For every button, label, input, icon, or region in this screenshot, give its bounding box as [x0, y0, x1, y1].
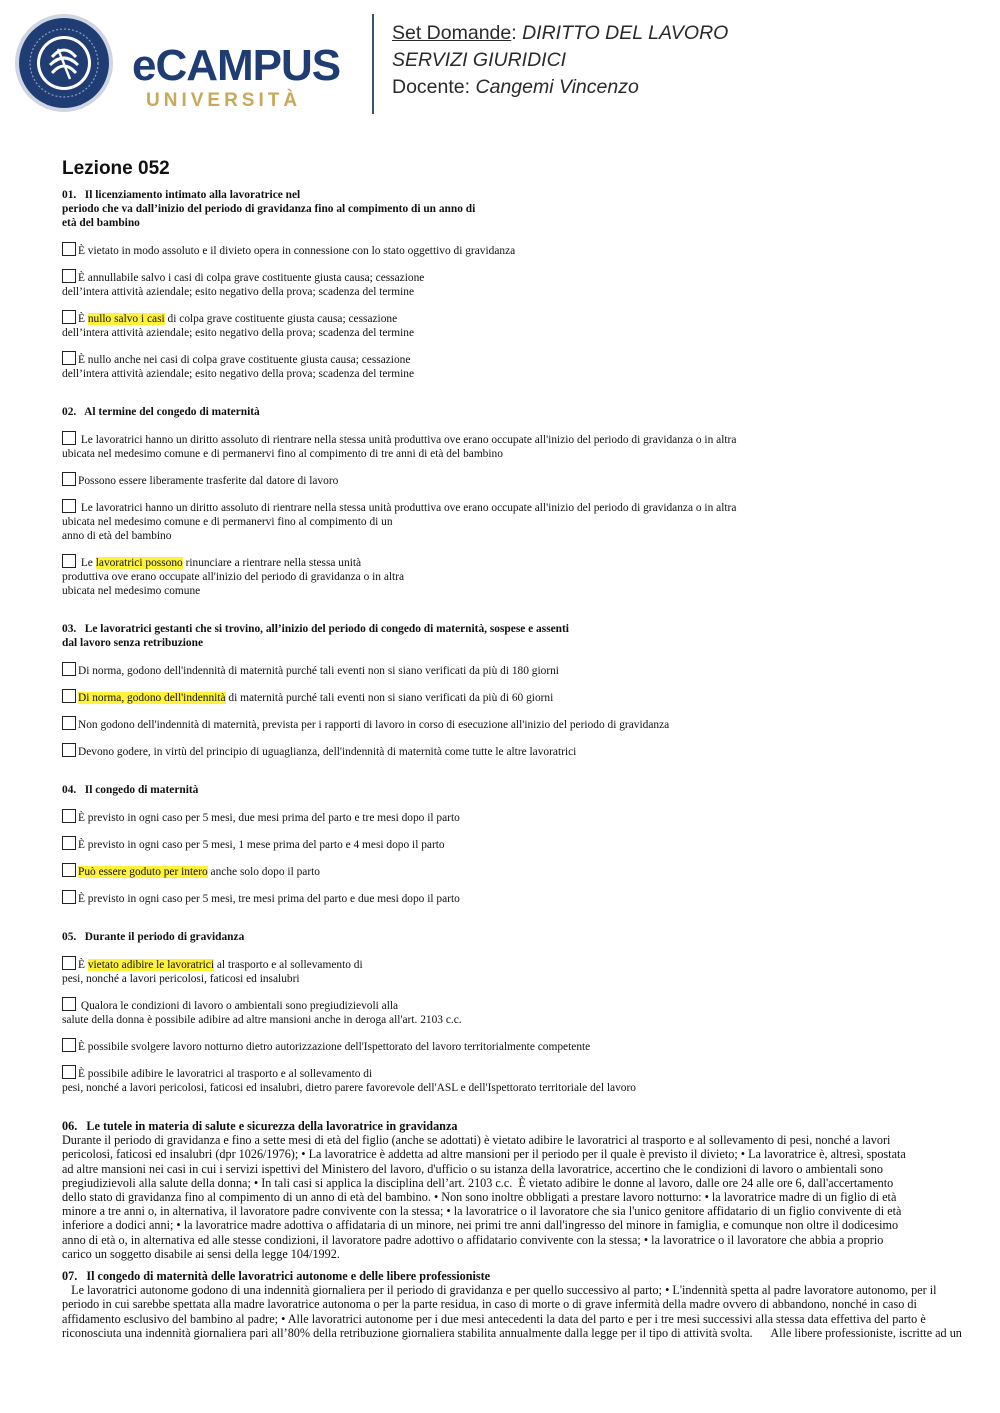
paragraph-line: inferiore a dodici anni; • la lavoratrice madre adottiva o affidataria di un minore, nei primi tre anni dall'ingresso del minore in famiglia, e comunque non oltre il dodicesimo [62, 1218, 899, 1233]
docente-line [392, 74, 728, 101]
answer-option[interactable] [62, 351, 992, 381]
answer-text: Le [78, 557, 96, 569]
answer-line [62, 863, 992, 879]
answer-text: È nullo anche nei casi di colpa grave costituente giusta causa; cessazione [78, 354, 411, 366]
answer-text: Possono essere liberamente trasferite dal datore di lavoro [78, 475, 339, 487]
question-title-line [62, 930, 992, 944]
answer-line: dell’intera attività aziendale; esito negativo della prova; scadenza del termine [62, 327, 415, 339]
question-title-text: Il congedo di maternità [84, 784, 199, 796]
answer-text: È vietato in modo assoluto e il divieto opera in connessione con lo stato oggettivo di gravidanza [78, 245, 516, 257]
set-label: Set Domande [392, 22, 512, 44]
question-title-text: Al termine del congedo di maternità [84, 406, 260, 418]
checkbox-icon[interactable] [62, 836, 76, 850]
ecampus-logo [132, 38, 362, 112]
answer-text: Di norma, godono dell'indennità di maternità purché tali eventi non si siano verificati da più di 180 giorni [78, 665, 559, 677]
checkbox-icon[interactable] [62, 689, 76, 703]
highlighted-text: nullo salvo i casi [87, 313, 165, 325]
question-title-line [62, 405, 992, 419]
answer-line: pesi, nonché a lavori pericolosi, faticosi ed insalubri [62, 973, 300, 985]
question-07-body [62, 1283, 992, 1340]
paragraph-line: riconosciuta una indennità giornaliera pari all’80% della retribuzione giornaliera stabilita annualmente dalla legge per il tipo di attività svolta. Alle libere professioniste, iscritte ad un [62, 1325, 962, 1340]
paragraph-line: dello stato di gravidanza fino al compimento di un anno di età del bambino. • Non sono inoltre obbligati a prestare lavoro notturno: • la lavoratrice madre di un figlio di età [62, 1190, 897, 1205]
question-number: 06. [62, 1119, 78, 1133]
set-value: DIRITTO DEL LAVORO [522, 22, 729, 44]
question-06-body [62, 1133, 992, 1261]
checkbox-icon[interactable] [62, 310, 76, 324]
answer-text: È previsto in ogni caso per 5 mesi, tre mesi prima del parto e due mesi dopo il parto [78, 893, 460, 905]
highlighted-text: Può essere goduto per intero [78, 866, 208, 878]
answer-line [62, 269, 992, 285]
answer-option[interactable] [62, 689, 992, 705]
question-number: 03. [62, 623, 77, 635]
question-05 [62, 930, 992, 1119]
answer-line [62, 554, 992, 570]
paragraph-line: Durante il periodo di gravidanza e fino a sette mesi di età del figlio (anche se adottati) è vietato adibire le lavoratrici al trasporto e al sollevamento di pesi, nonché a lavori [62, 1133, 891, 1148]
answer-text-cont: al trasporto e al sollevamento di [214, 959, 363, 971]
header-info [392, 20, 728, 101]
checkbox-icon[interactable] [62, 499, 76, 513]
question-number: 05. [62, 931, 77, 943]
answer-line [62, 1065, 992, 1081]
set-line-2 [392, 47, 728, 74]
answer-option[interactable] [62, 1038, 992, 1054]
spacer [62, 917, 992, 930]
question-07 [62, 1269, 992, 1340]
answer-option[interactable] [62, 716, 992, 732]
paragraph-line: pregiudizievoli alla salute della donna; • In tali casi si applica la disciplina dell’art. 2103 c.c. È vietato adibire le donne al lavoro, dalle ore 24 alle ore 6, dall'accertamento [62, 1175, 894, 1190]
question-number: 02. [62, 406, 77, 418]
checkbox-icon[interactable] [62, 269, 76, 283]
answer-text: È [78, 959, 88, 971]
answer-text: È previsto in ogni caso per 5 mesi, 1 mese prima del parto e 4 mesi dopo il parto [78, 839, 445, 851]
checkbox-icon[interactable] [62, 431, 76, 445]
set-line: Set Domande: DIRITTO DEL LAVORO [392, 22, 729, 44]
answer-line: produttiva ove erano occupate all'inizio del periodo di gravidanza o in altra [62, 571, 405, 583]
spacer [62, 392, 992, 405]
question-title-line [62, 188, 992, 202]
checkbox-icon[interactable] [62, 890, 76, 904]
answer-text: È previsto in ogni caso per 5 mesi, due mesi prima del parto e tre mesi dopo il parto [78, 812, 460, 824]
paragraph-line: Le lavoratrici autonome godono di una indennità giornaliera per il periodo di gravidanza e per quello successivo al parto; • L'indennità spetta al padre lavoratore autonomo, per il [62, 1283, 937, 1298]
set-value-2: SERVIZI GIURIDICI [392, 49, 567, 71]
answer-line: anno di età del bambino [62, 530, 172, 542]
answer-line [62, 1038, 992, 1054]
answer-option[interactable] [62, 310, 992, 340]
answer-text: Non godono dell'indennità di maternità, prevista per i rapporti di lavoro in corso di esecuzione all'inizio del periodo di gravidanza [78, 719, 670, 731]
spacer [62, 770, 992, 783]
question-02 [62, 405, 992, 622]
answer-option[interactable] [62, 743, 992, 759]
checkbox-icon[interactable] [62, 863, 76, 877]
answer-line [62, 689, 992, 705]
answer-text: Devono godere, in virtù del principio di uguaglianza, dell'indennità di maternità come tutte le altre lavoratrici [78, 746, 577, 758]
answer-line [62, 499, 992, 515]
answer-line [62, 997, 992, 1013]
paragraph-line: carico un soggetto disabile ai sensi della legge 104/1992. [62, 1246, 340, 1261]
checkbox-icon[interactable] [62, 351, 76, 365]
answer-option[interactable] [62, 890, 992, 906]
question-title [62, 783, 992, 797]
paragraph-line: ad altre mansioni nei casi in cui i servizi ispettivi del Ministero del lavoro, d'ufficio o su istanza della lavoratrice, accertino che le condizioni di lavoro o ambientali sono [62, 1161, 883, 1176]
checkbox-icon[interactable] [62, 809, 76, 823]
answer-option[interactable] [62, 836, 992, 852]
answer-option[interactable] [62, 863, 992, 879]
checkbox-icon[interactable] [62, 242, 76, 256]
answer-option[interactable] [62, 269, 992, 299]
question-title [62, 930, 992, 944]
docente-label: Docente: [392, 76, 471, 98]
answer-line: dell’intera attività aziendale; esito negativo della prova; scadenza del termine [62, 286, 415, 298]
answer-line: ubicata nel medesimo comune [62, 585, 201, 597]
lesson-title: Lezione 052 [62, 158, 170, 179]
checkbox-icon[interactable] [62, 554, 76, 568]
answer-text-cont: di maternità purché tali eventi non si siano verificati da più di 60 giorni [225, 692, 554, 704]
question-number: 01. [62, 189, 77, 201]
spacer [62, 609, 992, 622]
question-title-text: Il congedo di maternità delle lavoratrici autonome e delle libere professioniste [86, 1269, 491, 1284]
highlighted-text: Di norma, godono dell'indennità [78, 692, 226, 704]
checkbox-icon[interactable] [62, 1038, 76, 1052]
answer-line [62, 310, 992, 326]
question-07-title [62, 1269, 992, 1283]
question-title-text: Durante il periodo di gravidanza [84, 931, 245, 943]
question-title-line [62, 622, 992, 636]
answer-line: salute della donna è possibile adibire ad altre mansioni anche in deroga all'art. 2103 c.c. [62, 1014, 462, 1026]
highlighted-text: vietato adibire le lavoratrici [87, 959, 214, 971]
question-title-text: Le lavoratrici gestanti che si trovino, all’inizio del periodo di congedo di maternità, sospese e assenti [84, 623, 569, 635]
question-03 [62, 622, 992, 783]
answer-option[interactable] [62, 662, 992, 678]
checkbox-icon[interactable] [62, 472, 76, 486]
answer-line [62, 809, 992, 825]
paragraph-line: pericolosi, faticosi ed insalubri (dpr 1026/1976); • La lavoratrice è addetta ad altre mansioni per il periodo per il quale è previsto il divieto; • La lavoratrice è, altresì, spostata [62, 1147, 906, 1162]
docente-value: Cangemi Vincenzo [475, 76, 639, 98]
answer-option[interactable] [62, 499, 992, 543]
header-divider [372, 14, 374, 114]
answer-text: È annullabile salvo i casi di colpa grave costituente giusta causa; cessazione [78, 272, 425, 284]
answer-line [62, 743, 992, 759]
answer-line [62, 890, 992, 906]
answer-line [62, 716, 992, 732]
page-header [0, 0, 1000, 130]
answer-text-cont: rinunciare a rientrare nella stessa unità [182, 557, 362, 569]
question-title-line [62, 783, 992, 797]
question-06 [62, 1119, 992, 1261]
answer-option[interactable] [62, 809, 992, 825]
spacer [62, 1106, 992, 1119]
question-title-text: Il licenziamento intimato alla lavoratrice nel [84, 189, 301, 201]
question-title [62, 622, 992, 650]
paragraph-line: periodo in cui sarebbe spettata alla madre lavoratrice autonoma o per la parte residua, in caso di morte o di grave infermità della madre ovvero di abbandono, nonché in caso di [62, 1297, 917, 1312]
answer-option[interactable] [62, 431, 992, 461]
answer-line: ubicata nel medesimo comune e di permanervi fino al compimento di un [62, 516, 393, 528]
university-seal-icon [14, 13, 114, 113]
answer-text: Qualora le condizioni di lavoro o ambientali sono pregiudizievoli alla [78, 1000, 399, 1012]
paragraph-line: affidamento esclusivo del bambino al padre; • Alle lavoratrici autonome per i due mesi antecedenti la data del parto e per i tre mesi successivi alla stessa data effettiva del parto è [62, 1311, 926, 1326]
question-title-line: età del bambino [62, 217, 140, 229]
answer-line [62, 662, 992, 678]
question-title [62, 188, 992, 230]
answer-line [62, 472, 992, 488]
answer-option[interactable] [62, 956, 992, 986]
answer-text-cont: anche solo dopo il parto [207, 866, 321, 878]
answer-text: Le lavoratrici hanno un diritto assoluto di rientrare nella stessa unità produttiva ove erano occupate all'inizio del periodo di gravidanza o in altra [78, 434, 737, 446]
answer-line: pesi, nonché a lavori pericolosi, faticosi ed insalubri, dietro parere favorevole dell'ASL e dell'Ispettorato territoriale del lavoro [62, 1082, 636, 1094]
answer-option[interactable] [62, 554, 992, 598]
answer-text-cont: di colpa grave costituente giusta causa; cessazione [164, 313, 398, 325]
checkbox-icon[interactable] [62, 743, 76, 757]
logo-bottom-text: UNIVERSITÀ [146, 90, 302, 111]
answer-line [62, 431, 992, 447]
answer-option[interactable] [62, 1065, 992, 1095]
answer-line: dell’intera attività aziendale; esito negativo della prova; scadenza del termine [62, 368, 415, 380]
checkbox-icon[interactable] [62, 997, 76, 1011]
answer-line [62, 956, 992, 972]
answer-text: È possibile adibire le lavoratrici al trasporto e al sollevamento di [78, 1068, 373, 1080]
questions-list [62, 188, 992, 1119]
page-content [62, 158, 992, 1340]
answer-line: ubicata nel medesimo comune e di permanervi fino al compimento di tre anni di età del bambino [62, 448, 503, 460]
question-06-title [62, 1119, 992, 1133]
answer-text: È [78, 313, 88, 325]
answer-text: Le lavoratrici hanno un diritto assoluto di rientrare nella stessa unità produttiva ove erano occupate all'inizio del periodo di gravidanza o in altra [78, 502, 737, 514]
answer-line [62, 351, 992, 367]
question-01 [62, 188, 992, 405]
question-title [62, 405, 992, 419]
logo-top-text: eCAMPUS [132, 41, 341, 90]
question-title-line: periodo che va dall’inizio del periodo di gravidanza fino al compimento di un anno di [62, 203, 476, 215]
checkbox-icon[interactable] [62, 956, 76, 970]
answer-text: È possibile svolgere lavoro notturno dietro autorizzazione dell'Ispettorato del lavoro territorialmente competente [78, 1041, 591, 1053]
checkbox-icon[interactable] [62, 716, 76, 730]
question-number: 07. [62, 1269, 78, 1284]
answer-option[interactable] [62, 997, 992, 1027]
answer-line [62, 242, 992, 258]
paragraph-line: anno di età o, in alternativa ed alle stesse condizioni, il lavoratore padre adottivo o affidatario convivente con la stessa; • la lavoratrice o il lavoratore che abbia a proprio [62, 1232, 884, 1247]
highlighted-text: lavoratrici possono [95, 557, 183, 569]
checkbox-icon[interactable] [62, 662, 76, 676]
checkbox-icon[interactable] [62, 1065, 76, 1079]
question-04 [62, 783, 992, 930]
question-title-line: dal lavoro senza retribuzione [62, 637, 204, 649]
paragraph-line: minore a tre anni o, in alternativa, il lavoratore padre convivente con la stessa; • la lavoratrice o il lavoratore che sia l'unico genitore affidatario di un figlio convivente di età [62, 1204, 902, 1219]
answer-line [62, 836, 992, 852]
question-number: 04. [62, 784, 77, 796]
question-title-text: Le tutele in materia di salute e sicurezza della lavoratrice in gravidanza [86, 1119, 458, 1133]
answer-option[interactable] [62, 472, 992, 488]
answer-option[interactable] [62, 242, 992, 258]
